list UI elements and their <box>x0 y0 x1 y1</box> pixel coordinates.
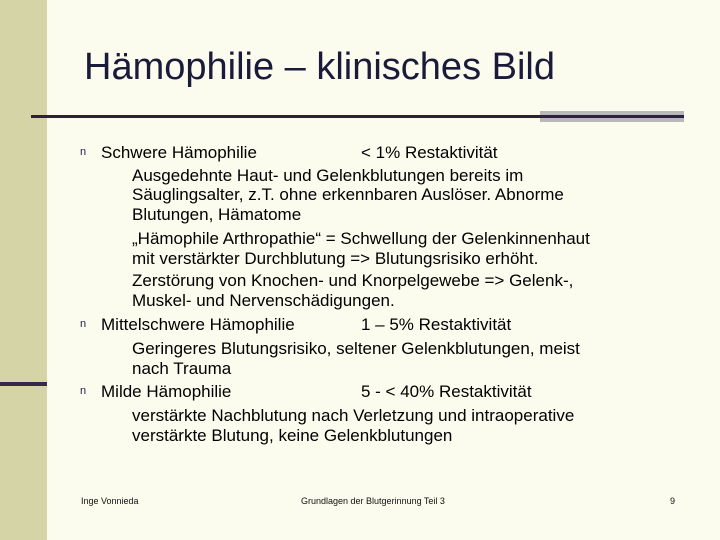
item-line: mit verstärkter Durchblutung => Blutungsrisiko erhöht. <box>132 249 539 268</box>
item-line: Blutungen, Hämatome <box>132 205 302 224</box>
item-label: Schwere Hämophilie <box>101 143 257 162</box>
slide-title: Hämophilie – klinisches Bild <box>84 46 555 88</box>
item-activity: 1 – 5% Restaktivität <box>361 315 512 334</box>
item-line: verstärkte Nachblutung nach Verletzung und intraoperative <box>132 406 575 425</box>
item-line: Muskel- und Nervenschädigungen. <box>132 291 395 310</box>
bullet-icon: n <box>80 146 87 158</box>
item-line: Ausgedehnte Haut- und Gelenkblutungen bereits im <box>132 166 524 185</box>
item-line: „Hämophile Arthropathie“ = Schwellung der Gelenkinnenhaut <box>132 229 590 248</box>
bullet-icon: n <box>80 318 87 330</box>
item-line: verstärkte Blutung, keine Gelenkblutungen <box>132 426 453 445</box>
item-line: Säuglingsalter, z.T. ohne erkennbaren Auslöser. Abnorme <box>132 185 564 204</box>
footer-page-number: 9 <box>670 496 676 506</box>
item-line: nach Trauma <box>132 359 232 378</box>
item-line: Zerstörung von Knochen- und Knorpelgewebe => Gelenk-, <box>132 271 574 290</box>
item-line: Geringeres Blutungsrisiko, seltener Gelenkblutungen, meist <box>132 339 580 358</box>
footer-subject: Grundlagen der Blutgerinnung Teil 3 <box>301 496 445 506</box>
footer-author: Inge Vonnieda <box>81 496 139 506</box>
item-label: Mittelschwere Hämophilie <box>101 315 295 334</box>
item-label: Milde Hämophilie <box>101 382 232 401</box>
bullet-icon: n <box>80 385 87 397</box>
item-activity: < 1% Restaktivität <box>361 143 498 162</box>
item-activity: 5 - < 40% Restaktivität <box>361 382 532 401</box>
